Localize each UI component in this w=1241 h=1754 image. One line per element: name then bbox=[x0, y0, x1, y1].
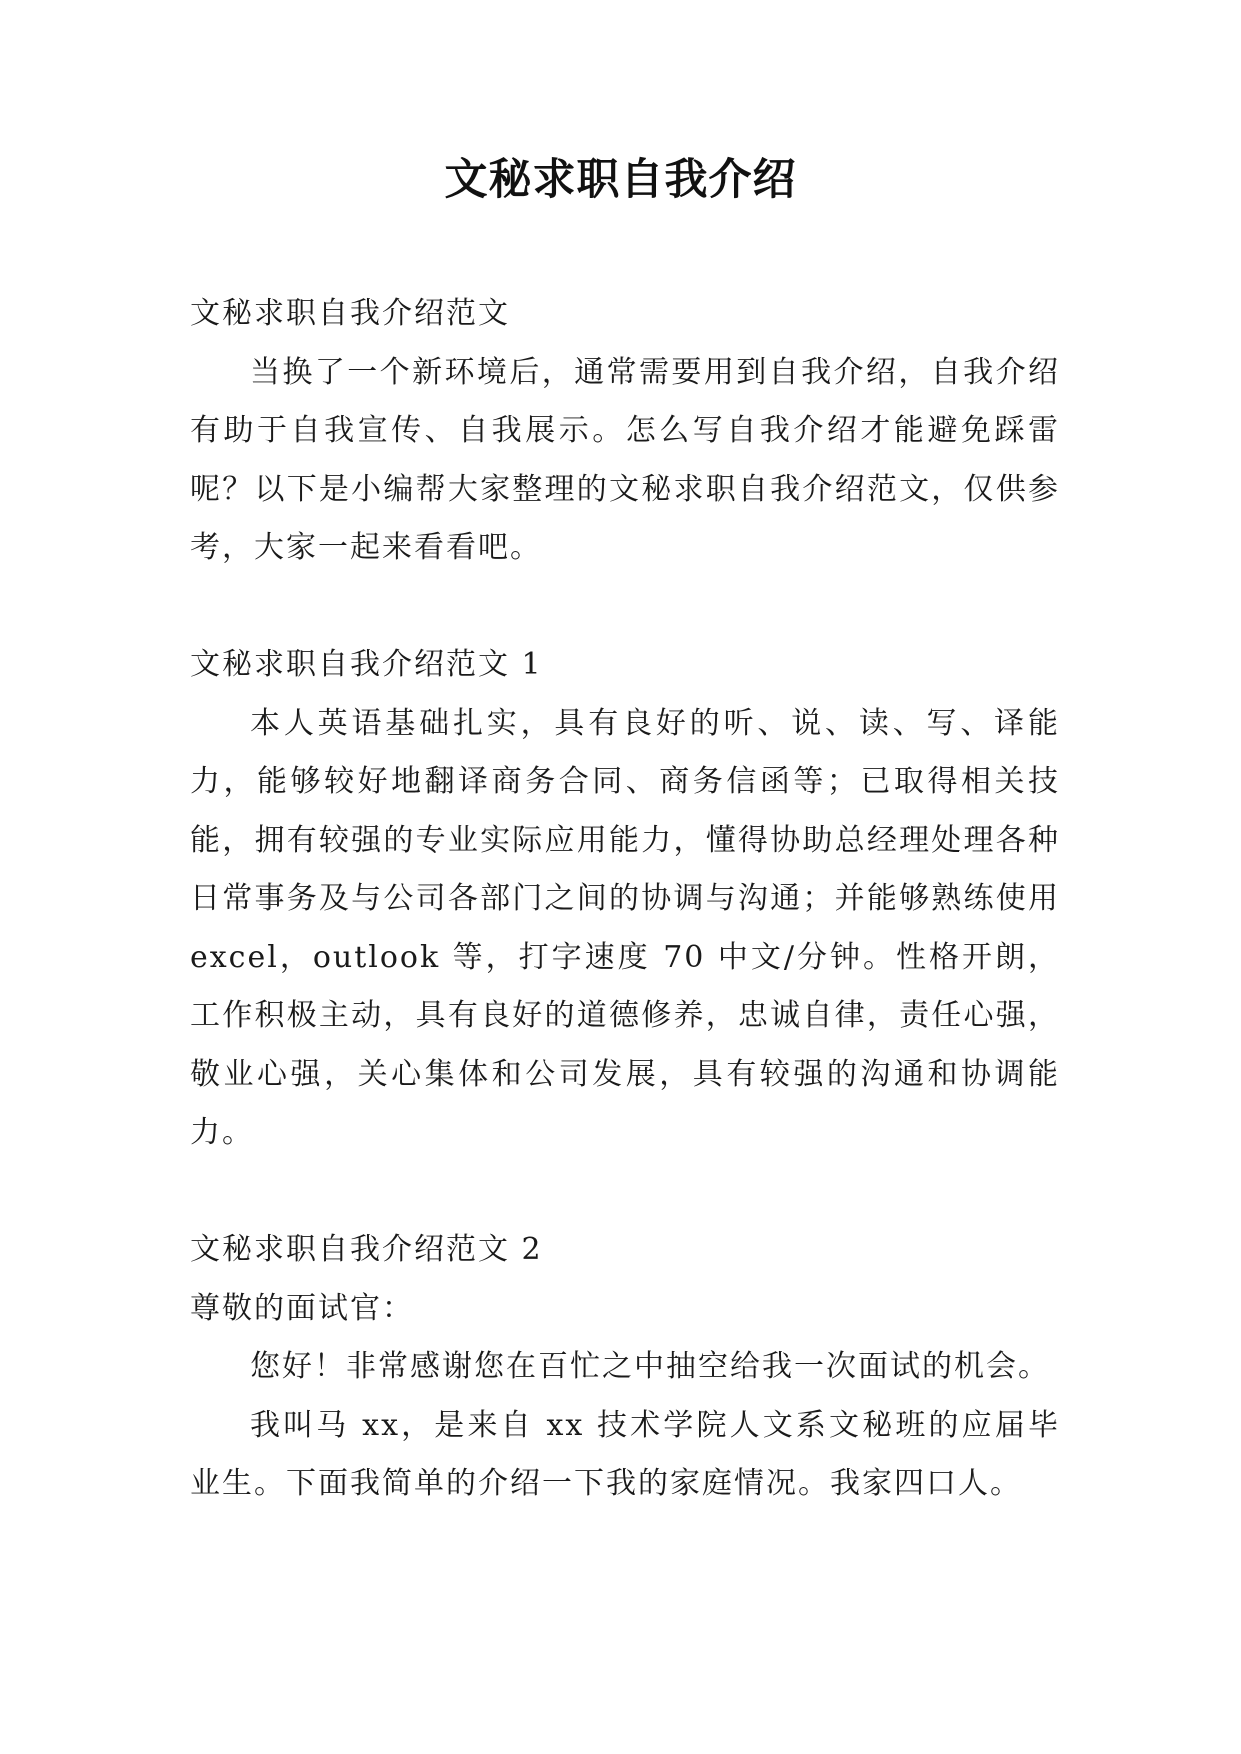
intro-paragraph: 当换了一个新环境后，通常需要用到自我介绍，自我介绍有助于自我宣传、自我展示。怎么写自我介绍才能避免踩雷呢？以下是小编帮大家整理的文秘求职自我介绍范文，仅供参考，大家一起来看看吧。 bbox=[190, 354, 1060, 565]
document-title: 文秘求职自我介绍 bbox=[444, 155, 797, 205]
sample2-paragraph-1: 您好！非常感谢您在百忙之中抽空给我一次面试的机会。 bbox=[250, 1349, 1050, 1384]
section-gap bbox=[190, 1163, 1060, 1222]
intro-heading: 文秘求职自我介绍范文 bbox=[190, 296, 510, 331]
document-body bbox=[190, 285, 1060, 1514]
sample2-paragraph-2: 我叫马 xx，是来自 xx 技术学院人文系文秘班的应届毕业生。下面我简单的介绍一下我的家庭情况。我家四口人。 bbox=[190, 1407, 1060, 1501]
sample1-paragraph: 本人英语基础扎实，具有良好的听、说、读、写、译能力，能够较好地翻译商务合同、商务信函等；已取得相关技能，拥有较强的专业实际应用能力，懂得协助总经理处理各种日常事务及与公司各部门之间的协调与沟通；并能够熟练使用 excel，outlook 等，打字速度 70 中文/分钟。性格开朗，工作积极主动，具有良好的道德修养，忠诚自律，责任心强，敬业心强，关心集体和公司发展，具有较强的沟通和协调能力。 bbox=[190, 705, 1060, 1150]
sample2-salutation: 尊敬的面试官： bbox=[190, 1290, 414, 1326]
sample2-heading: 文秘求职自我介绍范文 2 bbox=[190, 1232, 543, 1267]
sample1-heading: 文秘求职自我介绍范文 1 bbox=[190, 647, 543, 682]
section-gap bbox=[190, 578, 1060, 637]
